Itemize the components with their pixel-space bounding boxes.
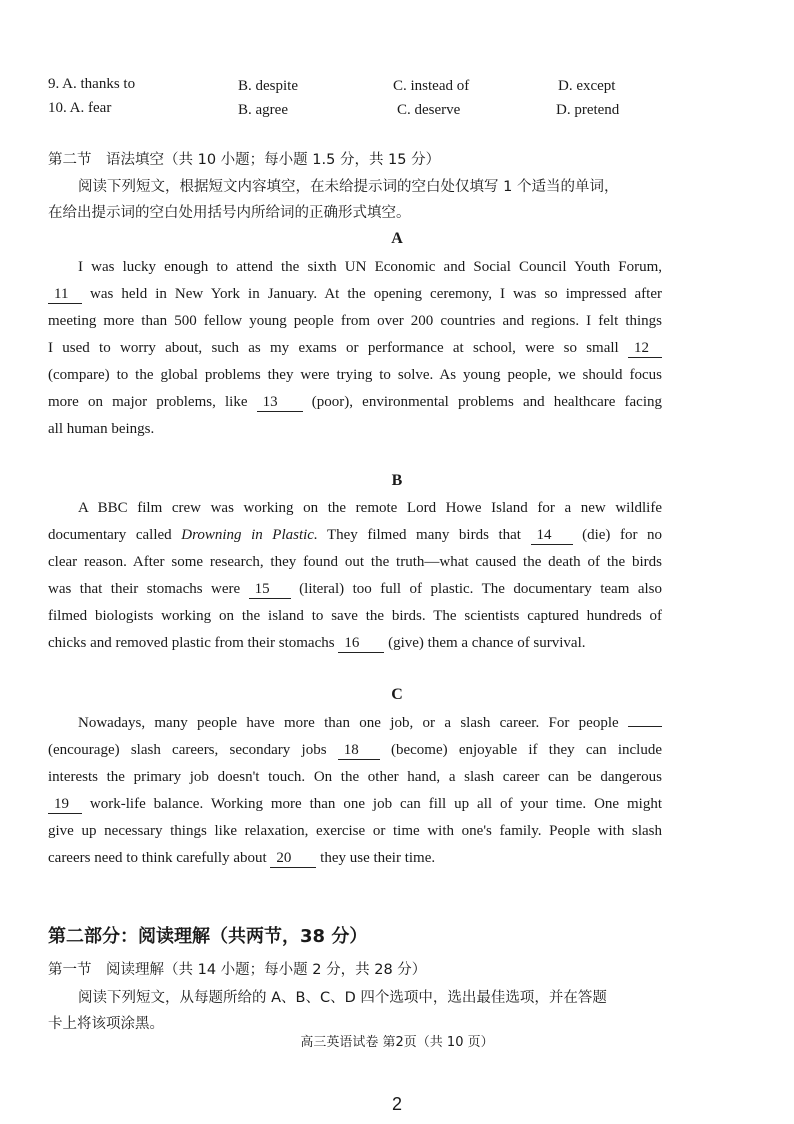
option-10-a: 10. A. fear xyxy=(48,100,112,116)
blank-12[interactable]: 12 xyxy=(628,339,662,358)
passage-a-line-1: I was lucky enough to attend the sixth UN Economic and Social Council Youth Forum, xyxy=(78,259,662,275)
passage-c-line-5: give up necessary things like relaxation, exercise or time with one's family. People with slash xyxy=(48,823,662,839)
option-10-d: D. pretend xyxy=(556,102,620,118)
passage-a-line-7: all human beings. xyxy=(48,421,155,437)
documentary-title: Drowning in Plastic. xyxy=(181,527,318,543)
passage-c-heading: C xyxy=(391,686,403,703)
part2-instruction-2: 卡上将该项涂黑。 xyxy=(48,1016,164,1032)
passage-a-line-5: (compare) to the global problems they were trying to solve. As young people, we should focus xyxy=(48,367,662,383)
blank-17[interactable] xyxy=(628,726,662,727)
passage-a-line-6a: more on major problems, like xyxy=(48,394,248,410)
blank-15[interactable]: 15 xyxy=(249,580,291,599)
part2-instruction-1: 阅读下列短文，从每题所给的 A、B、C、D 四个选项中，选出最佳选项，并在答题 xyxy=(78,990,607,1006)
option-9-b: B. despite xyxy=(238,78,298,94)
passage-b-line-4b: (literal) too full of plastic. The documentary team also xyxy=(299,581,663,597)
blank-11[interactable]: 11 xyxy=(48,285,82,304)
passage-c-line-6b: they use their time. xyxy=(320,850,436,866)
passage-c-line-6a: careers need to think carefully about xyxy=(48,850,267,866)
option-9-a: 9. A. thanks to xyxy=(48,76,136,92)
passage-b-line-6b: (give) them a chance of survival. xyxy=(388,635,586,651)
part2-title: 第二部分：阅读理解（共两节，38 分） xyxy=(48,926,368,947)
blank-14[interactable]: 14 xyxy=(531,526,573,545)
passage-c-line-2b: (become) enjoyable if they can include xyxy=(391,742,663,758)
passage-a-line-2: was held in New York in January. At the opening ceremony, I was so impressed after xyxy=(90,286,663,302)
passage-b-line-2c: (die) for no xyxy=(582,527,663,543)
option-10-c: C. deserve xyxy=(397,102,461,118)
page-footer: 高三英语试卷 第2页（共 10 页） xyxy=(300,1035,494,1050)
blank-13[interactable]: 13 xyxy=(257,393,303,412)
passage-a-line-6b: (poor), environmental problems and healthcare facing xyxy=(311,394,663,410)
part2-subtitle: 第一节 阅读理解（共 14 小题；每小题 2 分，共 28 分） xyxy=(48,962,427,978)
passage-b-line-3: clear reason. After some research, they found out the truth—what caused the death of the birds xyxy=(48,554,662,570)
blank-18[interactable]: 18 xyxy=(338,741,380,760)
section2-title: 第二节 语法填空（共 10 小题；每小题 1.5 分，共 15 分） xyxy=(48,152,441,168)
section2-instruction-2: 在给出提示词的空白处用括号内所给词的正确形式填空。 xyxy=(48,205,411,221)
passage-a xyxy=(48,254,662,443)
passage-b-heading: B xyxy=(391,472,403,489)
passage-a-heading: A xyxy=(391,230,403,247)
passage-a-line-4: I used to worry about, such as my exams or performance at school, were so small xyxy=(48,340,619,356)
section2-instruction-1: 阅读下列短文，根据短文内容填空，在未给提示词的空白处仅填写 1 个适当的单词， xyxy=(78,179,619,195)
blank-20[interactable]: 20 xyxy=(270,849,316,868)
passage-c-line-1: Nowadays, many people have more than one job, or a slash career. For people xyxy=(78,715,619,731)
blank-16[interactable]: 16 xyxy=(338,634,384,653)
passage-b xyxy=(48,495,662,657)
passage-c-line-2a: (encourage) slash careers, secondary jobs xyxy=(48,742,327,758)
page-number: 2 xyxy=(391,1094,402,1114)
option-10-b: B. agree xyxy=(238,102,288,118)
passage-c-line-4: work-life balance. Working more than one job can fill up all of your time. One might xyxy=(89,796,662,812)
option-9-d: D. except xyxy=(558,78,616,94)
option-9-c: C. instead of xyxy=(393,78,470,94)
blank-19[interactable]: 19 xyxy=(48,795,82,814)
passage-b-line-5: filmed biologists working on the island to save the birds. The scientists captured hundreds of xyxy=(48,608,662,624)
passage-a-line-3: meeting more than 500 fellow young people from over 200 countries and regions. I felt things xyxy=(48,313,662,329)
passage-b-line-2a: documentary called xyxy=(48,527,172,543)
passage-b-line-1: A BBC film crew was working on the remote Lord Howe Island for a new wildlife xyxy=(78,500,662,516)
passage-c xyxy=(48,710,662,872)
passage-c-line-3: interests the primary job doesn't touch. On the other hand, a slash career can be dangerous xyxy=(48,769,662,785)
passage-b-line-6a: chicks and removed plastic from their stomachs xyxy=(48,635,335,651)
passage-b-line-4a: was that their stomachs were xyxy=(48,581,241,597)
passage-b-line-2b: They filmed many birds that xyxy=(326,527,521,543)
